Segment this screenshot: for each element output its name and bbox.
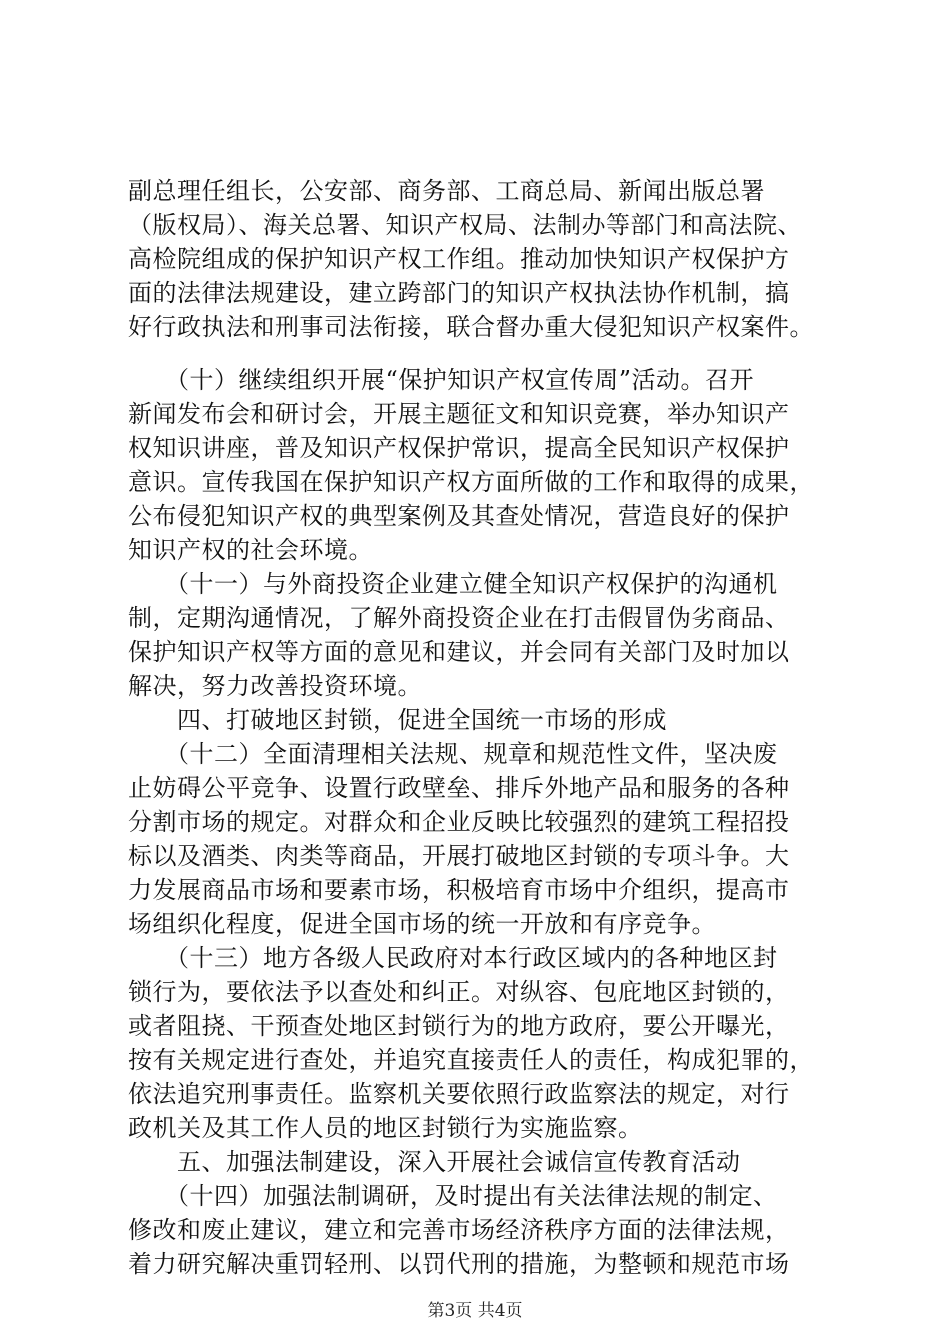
body-text-line: 好行政执法和刑事司法衔接，联合督办重大侵犯知识产权案件。 bbox=[128, 313, 814, 341]
paragraph-13-line: （十三）地方各级人民政府对本行政区域内的各种地区封 bbox=[128, 944, 778, 972]
body-text-line: 分割市场的规定。对群众和企业反映比较强烈的建筑工程招投 bbox=[128, 808, 790, 836]
section-heading-5: 五、加强法制建设，深入开展社会诚信宣传教育活动 bbox=[128, 1148, 741, 1176]
body-text-line: 按有关规定进行查处，并追究直接责任人的责任，构成犯罪的， bbox=[128, 1046, 814, 1074]
page-number-footer: 第3页 共4页 bbox=[427, 1301, 523, 1321]
body-text-line: 锁行为，要依法予以查处和纠正。对纵容、包庇地区封锁的， bbox=[128, 978, 790, 1006]
body-text-line: 力发展商品市场和要素市场，积极培育市场中介组织，提高市 bbox=[128, 876, 790, 904]
body-text-line: 解决，努力改善投资环境。 bbox=[128, 672, 422, 700]
paragraph-10-line: （十）继续组织开展“保护知识产权宣传周”活动。召开 bbox=[128, 366, 755, 394]
body-text-line: 副总理任组长，公安部、商务部、工商总局、新闻出版总署 bbox=[128, 177, 765, 205]
body-text-line: 或者阻挠、干预查处地区封锁行为的地方政府，要公开曝光， bbox=[128, 1012, 790, 1040]
body-text-line: （版权局）、海关总署、知识产权局、法制办等部门和高法院、 bbox=[128, 211, 802, 239]
paragraph-12-line: （十二）全面清理相关法规、规章和规范性文件，坚决废 bbox=[128, 740, 778, 768]
body-text-line: 意识。宣传我国在保护知识产权方面所做的工作和取得的成果， bbox=[128, 468, 814, 496]
body-text-line: 场组织化程度，促进全国市场的统一开放和有序竞争。 bbox=[128, 910, 716, 938]
body-text-line: 高检院组成的保护知识产权工作组。推动加快知识产权保护方 bbox=[128, 245, 790, 273]
section-heading-4: 四、打破地区封锁，促进全国统一市场的形成 bbox=[128, 706, 667, 734]
body-text-line: 知识产权的社会环境。 bbox=[128, 536, 373, 564]
body-text-line: 止妨碍公平竞争、设置行政壁垒、排斥外地产品和服务的各种 bbox=[128, 774, 790, 802]
body-text-line: 面的法律法规建设，建立跨部门的知识产权执法协作机制，搞 bbox=[128, 279, 790, 307]
body-text-line: 新闻发布会和研讨会，开展主题征文和知识竞赛，举办知识产 bbox=[128, 400, 790, 428]
body-text-line: 着力研究解决重罚轻刑、以罚代刑的措施，为整顿和规范市场 bbox=[128, 1250, 790, 1278]
body-text-line: 制，定期沟通情况，了解外商投资企业在打击假冒伪劣商品、 bbox=[128, 604, 790, 632]
body-text-line: 修改和废止建议，建立和完善市场经济秩序方面的法律法规， bbox=[128, 1216, 790, 1244]
body-text-line: 保护知识产权等方面的意见和建议，并会同有关部门及时加以 bbox=[128, 638, 790, 666]
body-text-line: 依法追究刑事责任。监察机关要依照行政监察法的规定，对行 bbox=[128, 1080, 790, 1108]
body-text-line: 政机关及其工作人员的地区封锁行为实施监察。 bbox=[128, 1114, 643, 1142]
body-text-line: 公布侵犯知识产权的典型案例及其查处情况，营造良好的保护 bbox=[128, 502, 790, 530]
paragraph-11-line: （十一）与外商投资企业建立健全知识产权保护的沟通机 bbox=[128, 570, 778, 598]
body-text-line: 标以及酒类、肉类等商品，开展打破地区封锁的专项斗争。大 bbox=[128, 842, 790, 870]
body-text-line: 权知识讲座，普及知识产权保护常识，提高全民知识产权保护 bbox=[128, 434, 790, 462]
paragraph-14-line: （十四）加强法制调研，及时提出有关法律法规的制定、 bbox=[128, 1182, 778, 1210]
